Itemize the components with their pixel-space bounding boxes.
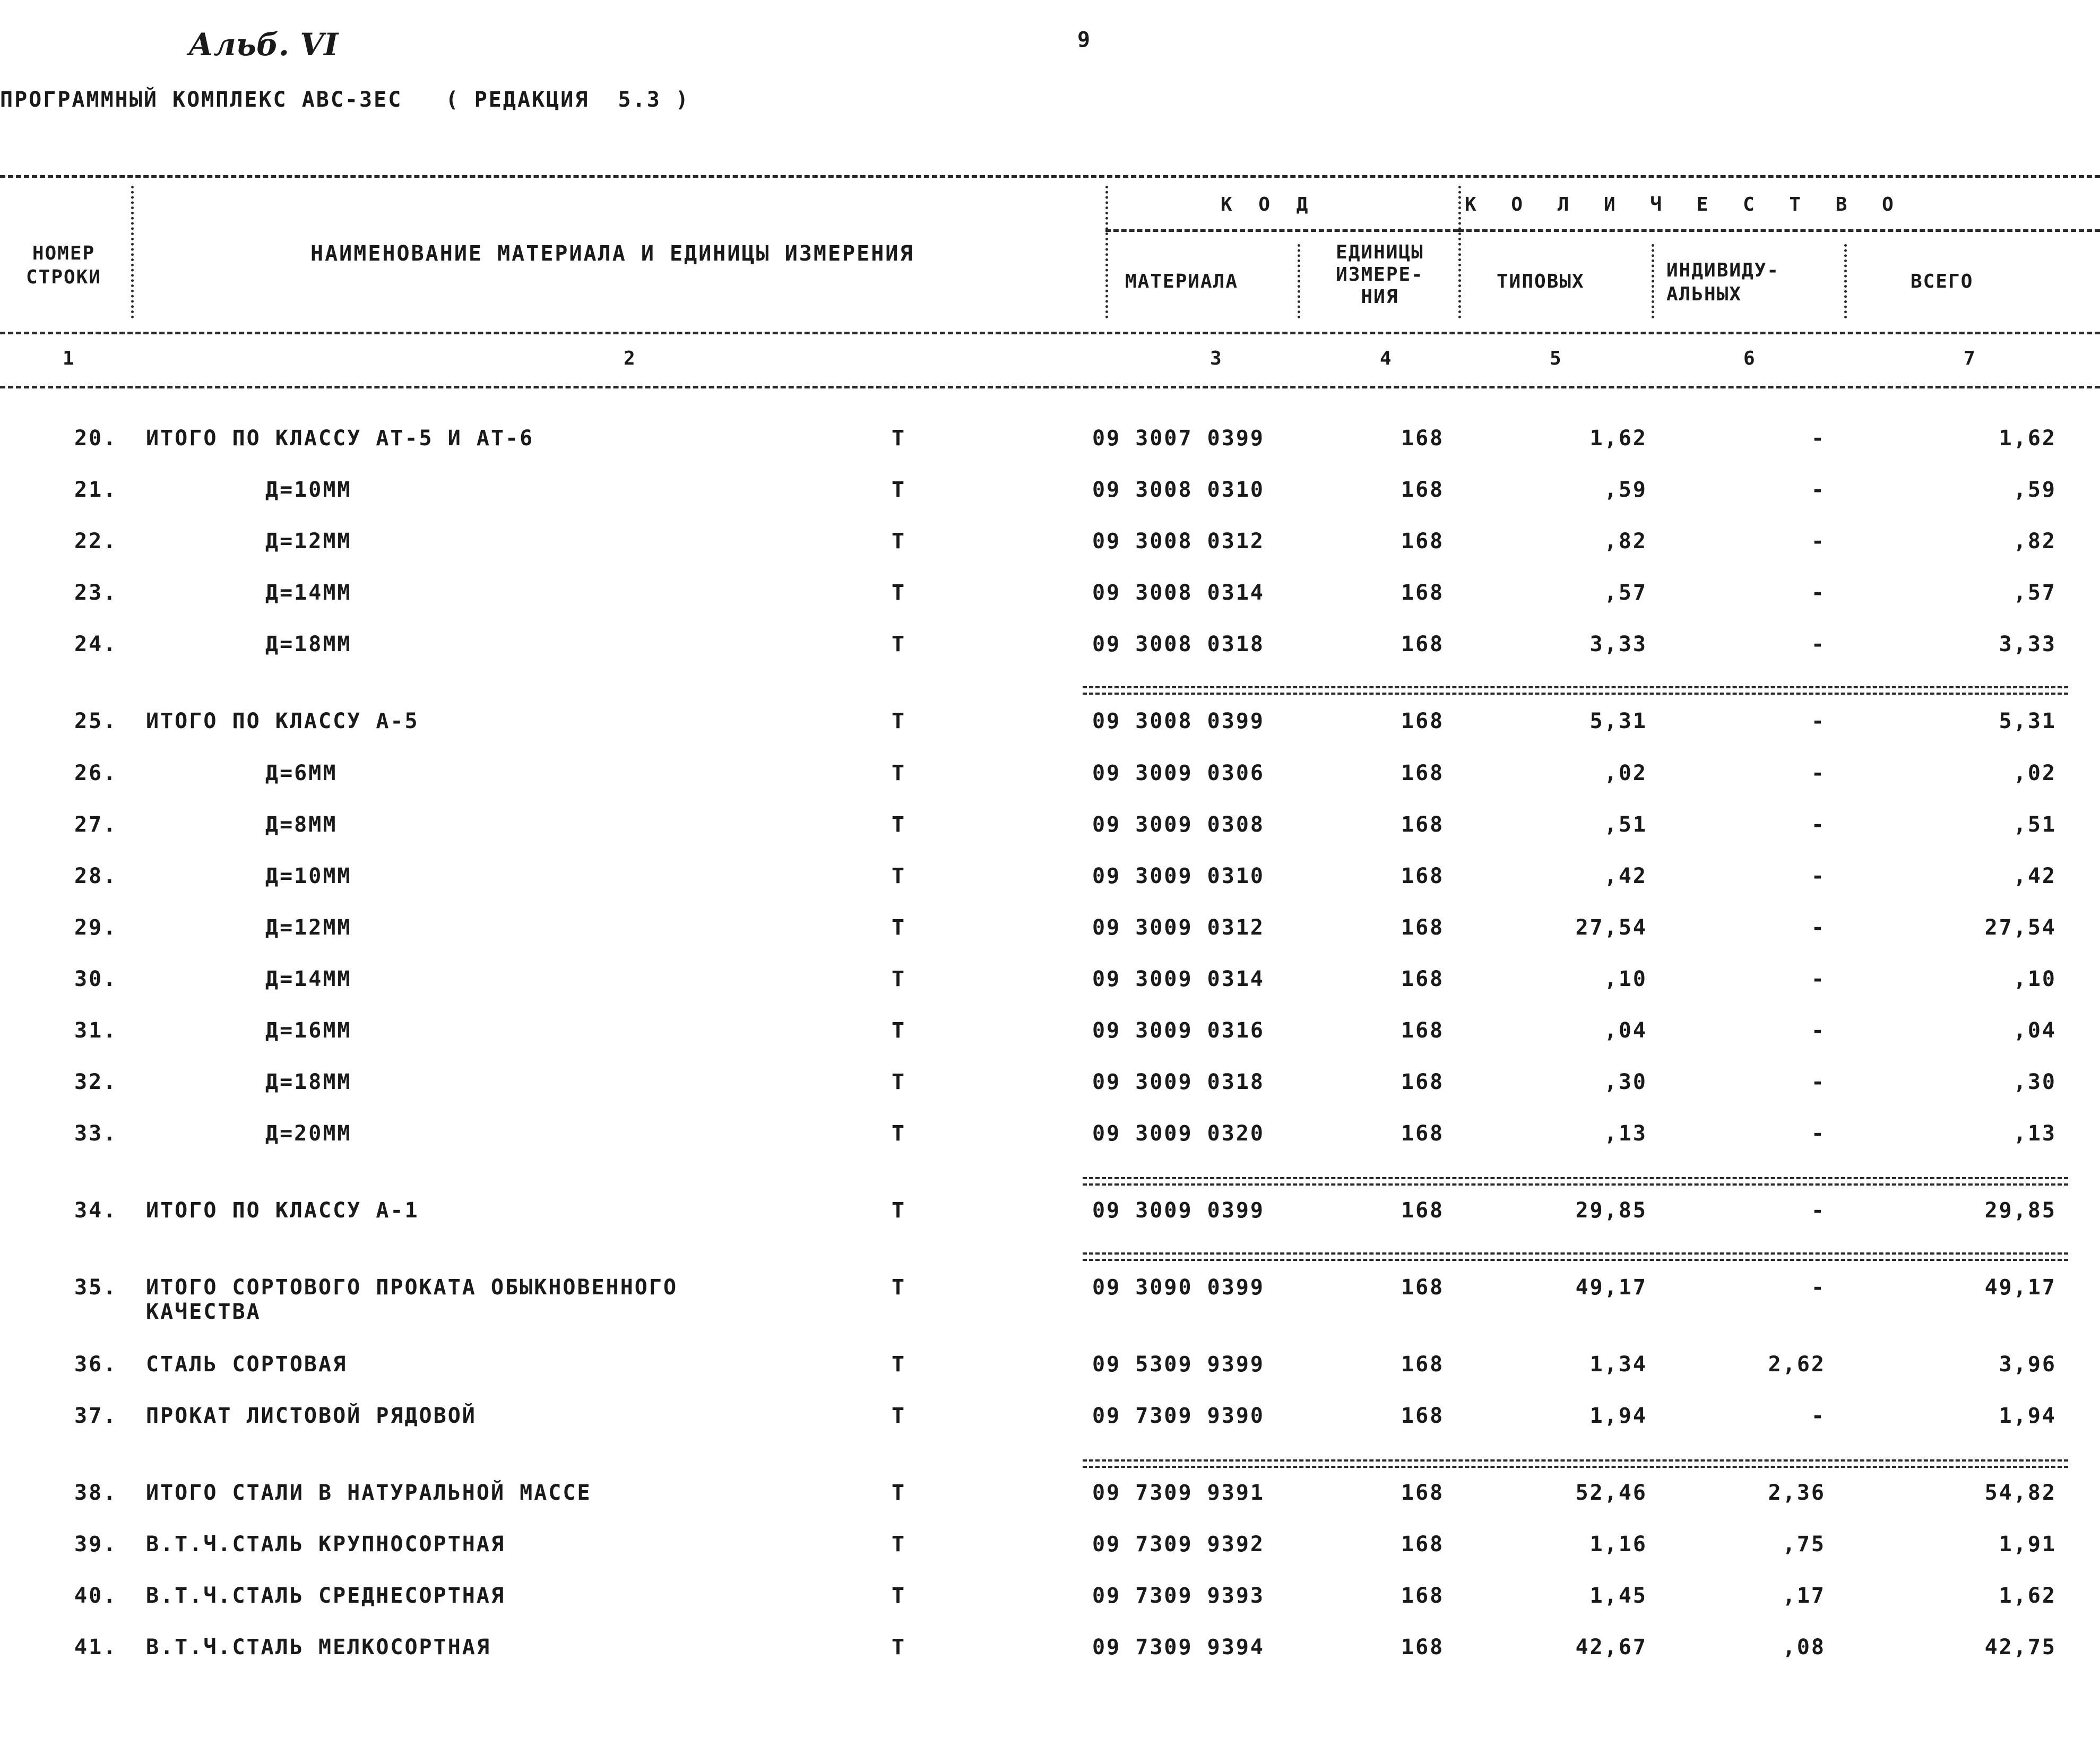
unit: Т	[892, 761, 906, 785]
row-number: 38.	[74, 1481, 118, 1505]
unit-code: 168	[1401, 812, 1445, 837]
material-name: ИТОГО ПО КЛАССУ А-1	[146, 1198, 419, 1223]
header-code-group-rule	[1105, 229, 1458, 232]
unit-code: 168	[1401, 478, 1445, 502]
unit-code: 168	[1401, 709, 1445, 733]
qty-individual: -	[1811, 1121, 1826, 1146]
material-name: ИТОГО СТАЛИ В НАТУРАЛЬНОЙ МАССЕ	[146, 1481, 592, 1505]
material-name: Д=10ММ	[265, 478, 352, 502]
row-number: 21.	[74, 478, 118, 502]
qty-individual: -	[1811, 864, 1826, 888]
header-material-name: НАИМЕНОВАНИЕ МАТЕРИАЛА И ЕДИНИЦЫ ИЗМЕРЕНИЯ	[310, 241, 914, 266]
unit: Т	[892, 1121, 906, 1146]
material-code: 09 7309 9390	[1092, 1404, 1265, 1428]
material-code: 09 3008 0314	[1092, 581, 1265, 605]
header-col-number: 7	[1964, 348, 1976, 369]
unit-code: 168	[1401, 632, 1445, 656]
header-qty-individual: ИНДИВИДУ- АЛЬНЫХ	[1666, 260, 1780, 305]
material-name: Д=12ММ	[265, 915, 352, 940]
qty-total: 1,62	[1999, 426, 2056, 451]
header-col-number: 3	[1210, 348, 1223, 369]
qty-total: ,04	[2013, 1018, 2056, 1043]
material-code: 09 3009 0320	[1092, 1121, 1265, 1146]
subtotal-rule	[1083, 1252, 2068, 1261]
qty-individual: -	[1811, 967, 1826, 991]
material-name: Д=14ММ	[265, 967, 352, 991]
unit: Т	[892, 1584, 906, 1608]
material-name: Д=10ММ	[265, 864, 352, 888]
qty-total: ,57	[2013, 581, 2056, 605]
row-number: 32.	[74, 1070, 118, 1094]
qty-individual: -	[1811, 1275, 1826, 1300]
material-name: ИТОГО СОРТОВОГО ПРОКАТА ОБЫКНОВЕННОГО КАЧЕСТВА	[146, 1275, 678, 1324]
header-col-number: 2	[624, 348, 636, 369]
material-name: В.Т.Ч.СТАЛЬ СРЕДНЕСОРТНАЯ	[146, 1584, 506, 1608]
qty-typical: ,59	[1604, 478, 1647, 502]
table-row	[0, 632, 2100, 669]
qty-typical: ,82	[1604, 529, 1647, 554]
header-col-number: 5	[1550, 348, 1562, 369]
table-row	[0, 709, 2100, 746]
row-number: 30.	[74, 967, 118, 991]
table-row	[0, 1121, 2100, 1159]
unit-code: 168	[1401, 529, 1445, 554]
subtotal-rule	[1083, 1177, 2068, 1186]
material-name: Д=14ММ	[265, 581, 352, 605]
qty-total: ,30	[2013, 1070, 2056, 1094]
unit-code: 168	[1401, 1070, 1445, 1094]
material-code: 09 3090 0399	[1092, 1275, 1265, 1300]
header-code-group: К О Д	[1221, 194, 1316, 215]
qty-typical: ,10	[1604, 967, 1647, 991]
header-mid-rule	[0, 332, 2100, 334]
unit: Т	[892, 581, 906, 605]
unit-code: 168	[1401, 1635, 1445, 1659]
unit: Т	[892, 1070, 906, 1094]
table-row	[0, 1018, 2100, 1056]
qty-total: ,82	[2013, 529, 2056, 554]
material-name: Д=16ММ	[265, 1018, 352, 1043]
unit: Т	[892, 529, 906, 554]
header-code-material: МАТЕРИАЛА	[1125, 271, 1239, 292]
qty-total: 27,54	[1984, 915, 2056, 940]
table-row	[0, 1481, 2100, 1518]
qty-individual: -	[1811, 812, 1826, 837]
header-col-number: 4	[1380, 348, 1393, 369]
unit: Т	[892, 812, 906, 837]
unit: Т	[892, 864, 906, 888]
unit-code: 168	[1401, 761, 1445, 785]
qty-individual: ,08	[1782, 1635, 1826, 1659]
qty-individual: 2,62	[1768, 1352, 1826, 1377]
unit-code: 168	[1401, 426, 1445, 451]
qty-typical: 3,33	[1589, 632, 1647, 656]
qty-individual: -	[1811, 761, 1826, 785]
material-code: 09 3009 0310	[1092, 864, 1265, 888]
qty-individual: ,17	[1782, 1584, 1826, 1608]
material-code: 09 7309 9391	[1092, 1481, 1265, 1505]
qty-typical: ,57	[1604, 581, 1647, 605]
qty-total: 42,75	[1984, 1635, 2056, 1659]
qty-typical: ,42	[1604, 864, 1647, 888]
header-col-separator	[1105, 186, 1108, 318]
material-code: 09 3009 0318	[1092, 1070, 1265, 1094]
row-number: 29.	[74, 915, 118, 940]
qty-typical: ,13	[1604, 1121, 1647, 1146]
qty-individual: ,75	[1782, 1532, 1826, 1557]
table-row	[0, 967, 2100, 1004]
row-number: 28.	[74, 864, 118, 888]
qty-total: 54,82	[1984, 1481, 2056, 1505]
qty-typical: 29,85	[1575, 1198, 1647, 1223]
qty-typical: 42,67	[1575, 1635, 1647, 1659]
material-code: 09 3008 0312	[1092, 529, 1265, 554]
row-number: 20.	[74, 426, 118, 451]
unit: Т	[892, 1635, 906, 1659]
table-row	[0, 1198, 2100, 1235]
material-code: 09 3009 0314	[1092, 967, 1265, 991]
header-qty-typical: ТИПОВЫХ	[1497, 271, 1585, 292]
qty-typical: 5,31	[1589, 709, 1647, 733]
qty-individual: -	[1811, 1018, 1826, 1043]
qty-total: ,10	[2013, 967, 2056, 991]
row-number: 35.	[74, 1275, 118, 1300]
table-row	[0, 1275, 2100, 1334]
material-name: ИТОГО ПО КЛАССУ А-5	[146, 709, 419, 733]
material-name: Д=20ММ	[265, 1121, 352, 1146]
unit: Т	[892, 1275, 906, 1300]
unit: Т	[892, 1198, 906, 1223]
row-number: 36.	[74, 1352, 118, 1377]
unit: Т	[892, 915, 906, 940]
material-name: Д=8ММ	[265, 812, 338, 837]
material-code: 09 7309 9394	[1092, 1635, 1265, 1659]
unit-code: 168	[1401, 1275, 1445, 1300]
qty-typical: 52,46	[1575, 1481, 1647, 1505]
row-number: 34.	[74, 1198, 118, 1223]
row-number: 37.	[74, 1404, 118, 1428]
material-code: 09 3009 0399	[1092, 1198, 1265, 1223]
table-row	[0, 1584, 2100, 1621]
qty-individual: -	[1811, 581, 1826, 605]
unit-code: 168	[1401, 864, 1445, 888]
page-number: 9	[1077, 28, 1092, 52]
qty-typical: 49,17	[1575, 1275, 1647, 1300]
qty-total: ,42	[2013, 864, 2056, 888]
qty-total: 49,17	[1984, 1275, 2056, 1300]
material-name: ИТОГО ПО КЛАССУ АТ-5 И АТ-6	[146, 426, 534, 451]
qty-individual: -	[1811, 1070, 1826, 1094]
qty-total: ,59	[2013, 478, 2056, 502]
unit-code: 168	[1401, 1352, 1445, 1377]
material-code: 09 3008 0318	[1092, 632, 1265, 656]
material-name: В.Т.Ч.СТАЛЬ КРУПНОСОРТНАЯ	[146, 1532, 506, 1557]
qty-individual: -	[1811, 529, 1826, 554]
header-col-number: 6	[1743, 348, 1756, 369]
unit-code: 168	[1401, 1481, 1445, 1505]
qty-individual: -	[1811, 709, 1826, 733]
unit-code: 168	[1401, 967, 1445, 991]
table-row	[0, 1352, 2100, 1389]
material-code: 09 3009 0316	[1092, 1018, 1265, 1043]
qty-total: ,13	[2013, 1121, 2056, 1146]
header-qty-group-rule	[1458, 229, 2100, 232]
header-qty-group: К О Л И Ч Е С Т В О	[1465, 194, 1905, 215]
header-col-separator	[1844, 244, 1847, 318]
qty-total: 1,91	[1999, 1532, 2056, 1557]
material-name: СТАЛЬ СОРТОВАЯ	[146, 1352, 348, 1377]
qty-individual: -	[1811, 1404, 1826, 1428]
table-row	[0, 529, 2100, 566]
qty-typical: ,51	[1604, 812, 1647, 837]
table-row	[0, 426, 2100, 463]
table-row	[0, 1070, 2100, 1107]
unit: Т	[892, 632, 906, 656]
header-col-separator	[1458, 186, 1461, 318]
header-col-separator	[1652, 244, 1654, 318]
material-code: 09 3009 0308	[1092, 812, 1265, 837]
unit-code: 168	[1401, 915, 1445, 940]
material-code: 09 3009 0312	[1092, 915, 1265, 940]
qty-individual: -	[1811, 915, 1826, 940]
header-code-unit: ЕДИНИЦЫ ИЗМЕРЕ- НИЯ	[1336, 241, 1424, 308]
qty-total: 3,96	[1999, 1352, 2056, 1377]
qty-individual: 2,36	[1768, 1481, 1826, 1505]
table-row	[0, 915, 2100, 953]
qty-typical: ,30	[1604, 1070, 1647, 1094]
qty-individual: -	[1811, 478, 1826, 502]
table-row	[0, 1532, 2100, 1569]
row-number: 26.	[74, 761, 118, 785]
unit: Т	[892, 426, 906, 451]
qty-individual: -	[1811, 426, 1826, 451]
table-row	[0, 1635, 2100, 1672]
qty-total: 1,94	[1999, 1404, 2056, 1428]
qty-total: 29,85	[1984, 1198, 2056, 1223]
qty-typical: 1,62	[1589, 426, 1647, 451]
unit-code: 168	[1401, 1121, 1445, 1146]
unit-code: 168	[1401, 1018, 1445, 1043]
row-number: 25.	[74, 709, 118, 733]
unit-code: 168	[1401, 581, 1445, 605]
material-name: Д=12ММ	[265, 529, 352, 554]
unit: Т	[892, 1481, 906, 1505]
qty-total: 1,62	[1999, 1584, 2056, 1608]
row-number: 22.	[74, 529, 118, 554]
row-number: 31.	[74, 1018, 118, 1043]
unit: Т	[892, 1404, 906, 1428]
row-number: 27.	[74, 812, 118, 837]
material-name: В.Т.Ч.СТАЛЬ МЕЛКОСОРТНАЯ	[146, 1635, 491, 1659]
material-code: 09 3008 0399	[1092, 709, 1265, 733]
unit-code: 168	[1401, 1584, 1445, 1608]
unit: Т	[892, 1352, 906, 1377]
material-name: ПРОКАТ ЛИСТОВОЙ РЯДОВОЙ	[146, 1404, 477, 1428]
subtotal-rule	[1083, 1459, 2068, 1468]
header-row-number: НОМЕР СТРОКИ	[25, 243, 102, 288]
unit: Т	[892, 1018, 906, 1043]
unit: Т	[892, 709, 906, 733]
material-name: Д=18ММ	[265, 632, 352, 656]
header-col-separator	[1298, 244, 1300, 318]
material-code: 09 5309 9399	[1092, 1352, 1265, 1377]
unit: Т	[892, 1532, 906, 1557]
qty-typical: ,04	[1604, 1018, 1647, 1043]
header-col-number: 1	[63, 348, 75, 369]
subtotal-rule	[1083, 686, 2068, 695]
qty-total: 3,33	[1999, 632, 2056, 656]
qty-individual: -	[1811, 632, 1826, 656]
row-number: 24.	[74, 632, 118, 656]
unit-code: 168	[1401, 1532, 1445, 1557]
material-name: Д=6ММ	[265, 761, 338, 785]
qty-individual: -	[1811, 1198, 1826, 1223]
table-row	[0, 1404, 2100, 1441]
header-col-separator	[131, 186, 134, 318]
table-row	[0, 581, 2100, 618]
row-number: 39.	[74, 1532, 118, 1557]
qty-typical: 1,45	[1589, 1584, 1647, 1608]
header-qty-total: ВСЕГО	[1911, 271, 1974, 292]
material-code: 09 3009 0306	[1092, 761, 1265, 785]
qty-typical: ,02	[1604, 761, 1647, 785]
table-row	[0, 478, 2100, 515]
material-name: Д=18ММ	[265, 1070, 352, 1094]
qty-total: ,51	[2013, 812, 2056, 837]
qty-typical: 27,54	[1575, 915, 1647, 940]
material-code: 09 3007 0399	[1092, 426, 1265, 451]
header-bottom-rule	[0, 386, 2100, 388]
material-code: 09 7309 9393	[1092, 1584, 1265, 1608]
qty-typical: 1,34	[1589, 1352, 1647, 1377]
qty-total: 5,31	[1999, 709, 2056, 733]
program-title: ПРОГРАММНЫЙ КОМПЛЕКС АВС-ЗЕС ( РЕДАКЦИЯ 5.3 )	[0, 88, 690, 112]
unit: Т	[892, 478, 906, 502]
header-top-rule	[0, 175, 2100, 178]
unit: Т	[892, 967, 906, 991]
material-code: 09 3008 0310	[1092, 478, 1265, 502]
row-number: 33.	[74, 1121, 118, 1146]
qty-total: ,02	[2013, 761, 2056, 785]
row-number: 40.	[74, 1584, 118, 1608]
table-row	[0, 761, 2100, 798]
handwritten-album-note: Альб. VI	[188, 27, 339, 63]
unit-code: 168	[1401, 1404, 1445, 1428]
row-number: 41.	[74, 1635, 118, 1659]
material-code: 09 7309 9392	[1092, 1532, 1265, 1557]
table-row	[0, 812, 2100, 850]
unit-code: 168	[1401, 1198, 1445, 1223]
qty-typical: 1,16	[1589, 1532, 1647, 1557]
qty-typical: 1,94	[1589, 1404, 1647, 1428]
row-number: 23.	[74, 581, 118, 605]
table-row	[0, 864, 2100, 901]
